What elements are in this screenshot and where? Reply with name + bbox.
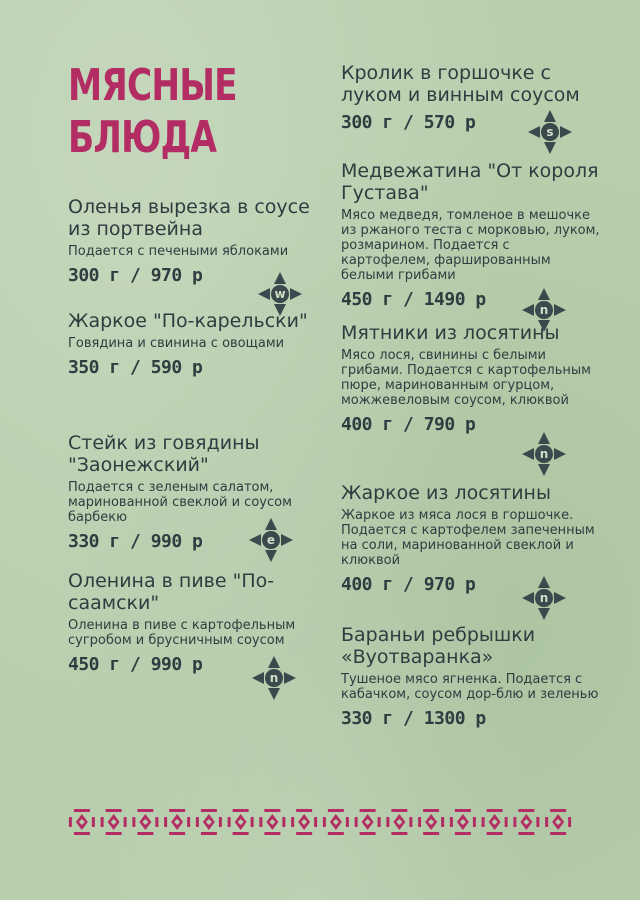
dish-price: 330 г / 990 р bbox=[68, 531, 203, 552]
emblem-letter: n bbox=[269, 671, 279, 685]
section-title-text: МЯСНЫЕ БЛЮДА bbox=[68, 60, 237, 163]
dish-price: 450 г / 1490 р bbox=[341, 289, 486, 310]
emblem-letter: e bbox=[266, 533, 276, 547]
dish-description: Тушеное мясо ягненка. Подается с кабачком, соусом дор-блю и зеленью bbox=[341, 672, 599, 702]
dish-price: 300 г / 570 р bbox=[341, 112, 476, 133]
ornament-motif bbox=[386, 809, 412, 835]
emblem-letter: w bbox=[274, 287, 286, 301]
ornament-motif bbox=[259, 809, 285, 835]
ornament-motif bbox=[164, 809, 190, 835]
dish-description: Мясо лося, свинины с белыми грибами. Подается с картофельным пюре, маринованным огурцом, можжевеловым соусом, клюквой bbox=[341, 348, 591, 408]
dish-name: Мятники из лосятины bbox=[341, 322, 560, 344]
compass-emblem-icon bbox=[520, 430, 568, 478]
dish-name: Бараньи ребрышки «Вуотваранка» bbox=[341, 624, 536, 668]
dish-price: 300 г / 970 р bbox=[68, 265, 203, 286]
ornament-motif bbox=[323, 809, 349, 835]
ornament-motif bbox=[545, 809, 571, 835]
ornament-motif bbox=[291, 809, 317, 835]
dish-name: Стейк из говядины "Заонежский" bbox=[68, 432, 260, 476]
compass-emblem-icon bbox=[526, 108, 574, 156]
dish-description: Подается с зеленым салатом, маринованной свеклой и соусом барбекю bbox=[68, 480, 292, 525]
dish-price: 350 г / 590 р bbox=[68, 357, 203, 378]
dish-name: Оленья вырезка в соусе из портвейна bbox=[68, 196, 310, 240]
ornament-motif bbox=[228, 809, 254, 835]
menu-item bbox=[341, 322, 601, 436]
compass-emblem-icon bbox=[250, 654, 298, 702]
dish-name: Кролик в горшочке с луком и винным соусом bbox=[341, 62, 580, 106]
dish-description: Оленина в пиве с картофельным сугробом и брусничным соусом bbox=[68, 618, 296, 648]
ornament-motif bbox=[450, 809, 476, 835]
menu-item bbox=[341, 624, 601, 730]
dish-description: Подается с печеными яблоками bbox=[68, 244, 289, 259]
emblem-letter: n bbox=[539, 447, 549, 461]
dish-price: 450 г / 990 р bbox=[68, 654, 203, 675]
dish-price: 330 г / 1300 р bbox=[341, 708, 486, 729]
menu-item bbox=[68, 310, 318, 379]
section-title bbox=[68, 60, 240, 164]
dish-description: Мясо медведя, томленое в мешочке из ржаного теста с морковью, луком, розмарином. Подается с картофелем, фаршированным белыми грибами bbox=[341, 208, 600, 283]
ornament-motif bbox=[513, 809, 539, 835]
dish-price: 400 г / 790 р bbox=[341, 414, 476, 435]
compass-emblem-icon bbox=[247, 516, 295, 564]
emblem-letter: n bbox=[539, 591, 549, 605]
dish-name: Жаркое "По-карельски" bbox=[68, 310, 308, 332]
dish-name: Жаркое из лосятины bbox=[341, 482, 551, 504]
emblem-letter: s bbox=[546, 125, 554, 139]
ornament-motif bbox=[196, 809, 222, 835]
ornament-motif bbox=[69, 809, 95, 835]
emblem-letter: n bbox=[539, 303, 549, 317]
ornament-motif bbox=[355, 809, 381, 835]
ornament-motif bbox=[132, 809, 158, 835]
ornament-motif bbox=[418, 809, 444, 835]
ornament-motif bbox=[482, 809, 508, 835]
dish-description: Жаркое из мяса лося в горшочке. Подается с картофелем запеченным на соли, маринованной свеклой и клюквой bbox=[341, 508, 595, 568]
compass-emblem-icon bbox=[520, 574, 568, 622]
dish-price: 400 г / 970 р bbox=[341, 574, 476, 595]
ornament-motif bbox=[101, 809, 127, 835]
dish-name: Медвежатина "От короля Густава" bbox=[341, 160, 599, 204]
dish-description: Говядина и свинина с овощами bbox=[68, 336, 285, 351]
dish-name: Оленина в пиве "По-саамски" bbox=[68, 570, 275, 614]
ornament-border-icon bbox=[66, 806, 574, 838]
